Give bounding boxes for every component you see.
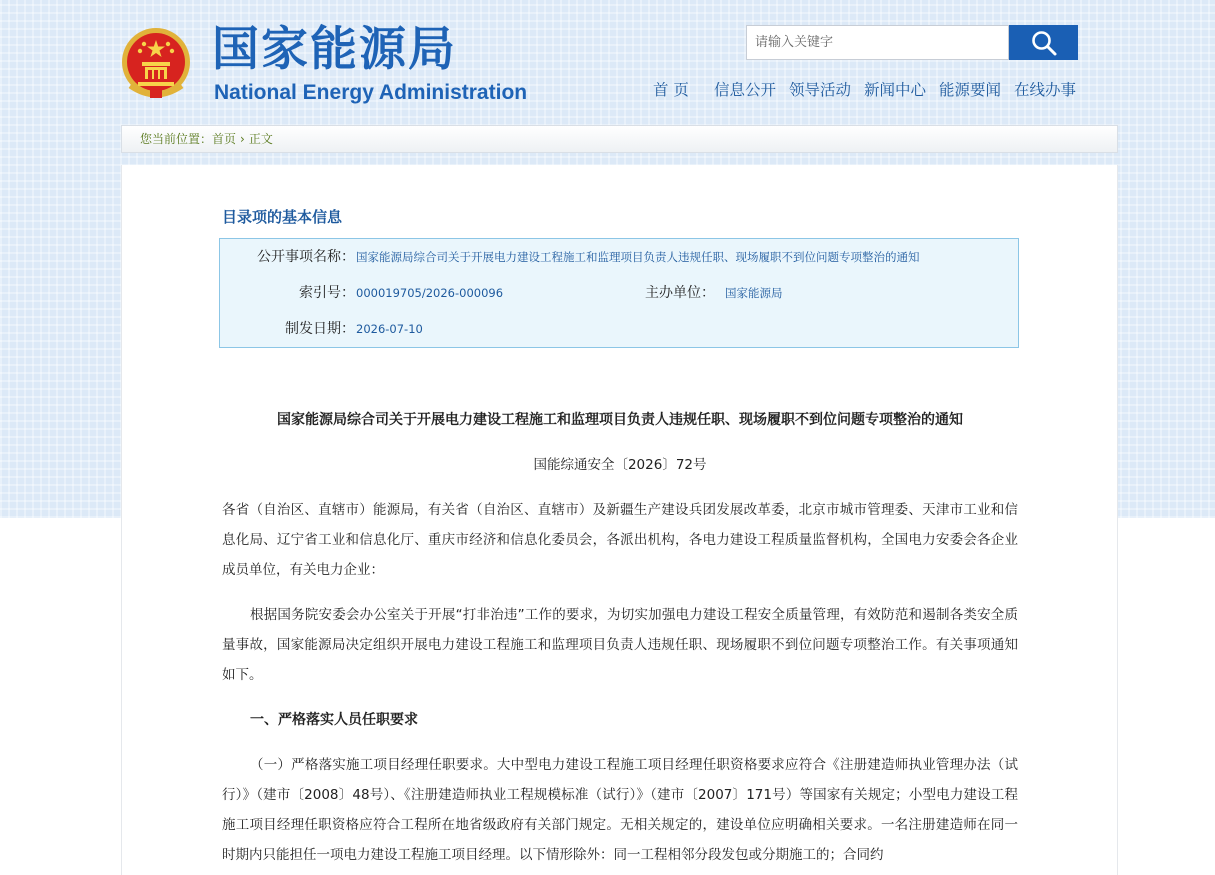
document-title: 国家能源局综合司关于开展电力建设工程施工和监理项目负责人违规任职、现场履职不到位问题专项整治的通知: [277, 412, 963, 428]
nav-item-home[interactable]: 首 页: [653, 81, 689, 99]
item-1-paragraph: （一）严格落实施工项目经理任职要求。大中型电力建设工程施工项目经理任职资格要求应符合《注册建造师执业管理办法（试行）》（建市〔2008〕48号）、《注册建造师执业工程规模标准（试行）》（建市〔2007〕171号）等国家有关规定；小型电力建设工程施工项目经理任职资格应符合工程所在地省级政府有关部门规定。无相关规定的，建设单位应明确相关要求。一名注册建造师在同一时期内只能担任一项电力建设工程施工项目经理。以下情形除外：同一工程相邻分段发包或分期施工的；合同约: [222, 757, 1018, 863]
search-button[interactable]: [1009, 25, 1078, 60]
nav-item-info-disclosure[interactable]: 信息公开: [714, 81, 777, 99]
breadcrumb-home[interactable]: 首页: [212, 132, 237, 146]
intro-paragraph: 根据国务院安委会办公室关于开展“打非治违”工作的要求，为切实加强电力建设工程安全质量管理，有效防范和遏制各类安全质量事故，国家能源局决定组织开展电力建设工程施工和监理项目负责人违规任职、现场履职不到位问题专项整治工作。有关事项通知如下。: [222, 607, 1018, 683]
nav-item-energy-news[interactable]: 能源要闻: [939, 81, 1002, 99]
breadcrumb-prefix: 您当前位置：: [140, 132, 213, 146]
info-section-title: 目录项的基本信息: [222, 208, 343, 226]
date-value: 2026-07-10: [356, 322, 423, 336]
search-icon: [1030, 29, 1058, 57]
subject-label: 公开事项名称：: [257, 249, 355, 265]
site-logo-english[interactable]: National Energy Administration: [214, 81, 528, 104]
nav-item-leadership[interactable]: 领导活动: [789, 81, 852, 99]
section-heading-1: 一、严格落实人员任职要求: [250, 712, 418, 728]
breadcrumb: [121, 125, 1118, 153]
addressees-paragraph: 各省（自治区、直辖市）能源局，有关省（自治区、直辖市）及新疆生产建设兵团发展改革委，北京市城市管理委、天津市工业和信息化局、辽宁省工业和信息化厅、重庆市经济和信息化委员会，各派出机构，各电力建设工程质量监督机构，全国电力安委会各企业成员单位，有关电力企业：: [222, 502, 1018, 578]
breadcrumb-current[interactable]: 正文: [248, 132, 273, 146]
index-value: 000019705/2026-000096: [356, 286, 504, 300]
chevron-right-icon: ›: [240, 132, 245, 146]
date-label: 制发日期：: [285, 321, 355, 337]
site-logo-chinese[interactable]: 国家能源局: [212, 22, 457, 77]
org-value: 国家能源局: [725, 286, 783, 300]
subject-value: 国家能源局综合司关于开展电力建设工程施工和监理项目负责人违规任职、现场履职不到位问题专项整治的通知: [356, 250, 920, 264]
org-label: 主办单位：: [645, 285, 715, 301]
index-label: 索引号：: [299, 285, 355, 301]
search-input[interactable]: [746, 25, 1009, 60]
document-number: 国能综通安全〔2026〕72号: [533, 457, 707, 473]
nav-item-news[interactable]: 新闻中心: [864, 81, 927, 99]
nav-item-online-service[interactable]: 在线办事: [1014, 81, 1077, 99]
national-emblem-icon: [120, 24, 192, 102]
